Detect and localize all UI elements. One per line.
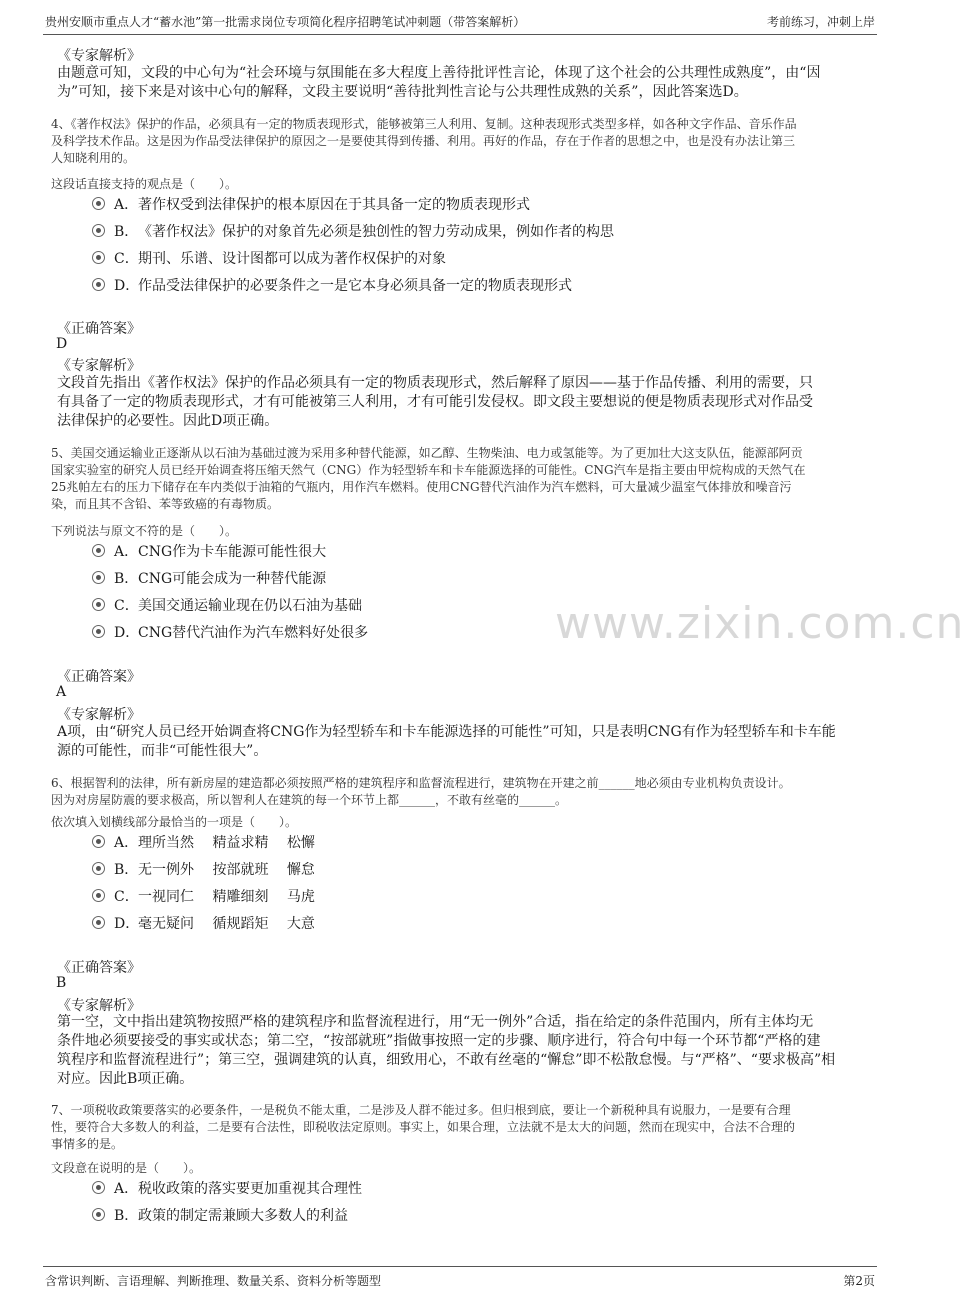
question-line: 染，而且其不含铅、苯等致癌的有毒物质。	[51, 497, 280, 511]
q4-answer: D	[56, 336, 68, 352]
q4-option-c[interactable]: C．期刊、乐谱、设计图都可以成为著作权保护的对象	[92, 249, 446, 269]
radio-icon[interactable]	[92, 544, 105, 557]
radio-icon[interactable]	[92, 224, 105, 237]
page-number: 第2页	[843, 1274, 875, 1288]
analysis-line: 由题意可知，文段的中心句为“社会环境与氛围能在多大程度上善待批评性言论，体现了这个社会的公共理性成熟度”，由“因	[57, 65, 821, 81]
radio-icon[interactable]	[92, 916, 105, 929]
page-header	[43, 10, 877, 35]
radio-icon[interactable]	[92, 598, 105, 611]
q5-answer: A	[56, 684, 67, 700]
q7-prompt: 文段意在说明的是（ ）。	[51, 1161, 202, 1175]
q5-prompt: 下列说法与原文不符的是（ ）。	[51, 524, 238, 538]
analysis-line: 第一空，文中指出建筑物按照严格的建筑程序和监督流程进行，用“无一例外”合适，指在给定的条件范围内，所有主体均无	[57, 1014, 814, 1030]
radio-icon[interactable]	[92, 625, 105, 638]
radio-icon[interactable]	[92, 1181, 105, 1194]
analysis-line: 源的可能性，而非“可能性很大”。	[57, 743, 268, 759]
question-line: 国家实验室的研究人员已经开始调查将压缩天然气（CNG）作为轻型轿车和卡车能源选择的可能性。CNG汽车是指主要由甲烷构成的天然气在	[51, 463, 806, 477]
analysis-line: 筑程序和监督流程进行”；第三空，强调建筑的认真，细致用心，不敢有丝毫的“懈怠”即不松散怠慢。与“严格”、“要求极高”相	[57, 1052, 836, 1068]
analysis-line: 对应。因此B项正确。	[57, 1071, 194, 1087]
analysis-line: 法律保护的必要性。因此D项正确。	[57, 413, 279, 429]
analysis-line: 文段首先指出《著作权法》保护的作品必须具有一定的物质表现形式，然后解释了原因——基于作品传播、利用的需要，只	[57, 375, 813, 391]
radio-icon[interactable]	[92, 1208, 105, 1221]
q5-option-b[interactable]: B．CNG可能会成为一种替代能源	[92, 569, 326, 589]
q4-correct-label: 《正确答案》	[57, 321, 141, 337]
question-line: 及科学技术作品。这是因为作品受法律保护的原因之一是要使其得到传播、利用。再好的作品，存在于作者的思想之中，也是没有办法让第三	[51, 134, 796, 148]
q7-option-a[interactable]: A．税收政策的落实要更加重视其合理性	[92, 1179, 362, 1199]
question-line: 25兆帕左右的压力下储存在车内类似于油箱的气瓶内，用作汽车燃料。使用CNG替代汽油作为汽车燃料，可大量减少温室气体排放和噪音污	[51, 480, 792, 494]
q6-text	[51, 775, 867, 809]
q3-expert-label: 《专家解析》	[57, 48, 141, 64]
page-footer	[43, 1266, 877, 1291]
analysis-line: A项，由“研究人员已经开始调查将CNG作为轻型轿车和卡车能源选择的可能性”可知，只是表明CNG有作为轻型轿车和卡车能	[57, 724, 836, 740]
q6-option-d[interactable]: D．毫无疑问 循规蹈矩 大意	[92, 914, 315, 934]
question-line: 性，要符合大多数人的利益，二是要有合法性，即税收法定原则。事实上，如果合理，立法就不是太大的问题，然而在现实中，合法不合理的	[51, 1120, 796, 1134]
header-tagline: 考前练习，冲刺上岸	[766, 15, 875, 29]
document-title: 贵州安顺市重点人才“蓄水池”第一批需求岗位专项简化程序招聘笔试冲刺题（带答案解析）	[45, 15, 526, 29]
radio-icon[interactable]	[92, 251, 105, 264]
q4-prompt: 这段话直接支持的观点是（ ）。	[51, 177, 238, 191]
q4-option-b[interactable]: B．《著作权法》保护的对象首先必须是独创性的智力劳动成果，例如作者的构思	[92, 222, 614, 242]
question-line: 4、《著作权法》保护的作品，必须具有一定的物质表现形式，能够被第三人利用、复制。这种表现形式类型多样，如各种文字作品、音乐作品	[51, 117, 797, 131]
question-line: 人知晓利用的。	[51, 151, 136, 165]
q6-option-a[interactable]: A．理所当然 精益求精 松懈	[92, 833, 315, 853]
analysis-line: 有具备了一定的物质表现形式，才有可能被第三人利用，才有可能引发侵权。即文段主要想说的便是物质表现形式对作品受	[57, 394, 813, 410]
q4-option-a[interactable]: A．著作权受到法律保护的根本原因在于其具备一定的物质表现形式	[92, 195, 530, 215]
question-line: 因为对房屋防震的要求极高，所以智利人在建筑的每一个环节上都______，不敢有丝毫的______。	[51, 793, 568, 807]
question-line: 6、根据智利的法律，所有新房屋的建造都必须按照严格的建筑程序和监督流程进行，建筑物在开建之前______地必须由专业机构负责设计。	[51, 776, 791, 790]
q6-expert-label: 《专家解析》	[57, 998, 141, 1014]
q5-option-c[interactable]: C．美国交通运输业现在仍以石油为基础	[92, 596, 362, 616]
radio-icon[interactable]	[92, 862, 105, 875]
radio-icon[interactable]	[92, 197, 105, 210]
q5-option-a[interactable]: A．CNG作为卡车能源可能性很大	[92, 542, 326, 562]
radio-icon[interactable]	[92, 278, 105, 291]
q7-text	[51, 1102, 867, 1153]
q5-option-d[interactable]: D．CNG替代汽油作为汽车燃料好处很多	[92, 623, 368, 643]
q6-option-c[interactable]: C．一视同仁 精雕细刻 马虎	[92, 887, 315, 907]
q5-correct-label: 《正确答案》	[57, 669, 141, 685]
q6-option-b[interactable]: B．无一例外 按部就班 懈怠	[92, 860, 315, 880]
q5-expert-label: 《专家解析》	[57, 707, 141, 723]
q5-text	[51, 445, 867, 513]
q4-analysis	[57, 374, 865, 431]
q6-prompt: 依次填入划横线部分最恰当的一项是（ ）。	[51, 815, 298, 829]
q4-expert-label: 《专家解析》	[57, 358, 141, 374]
watermark: www.zixin.com.cn	[555, 598, 964, 649]
q4-text	[51, 116, 867, 167]
radio-icon[interactable]	[92, 571, 105, 584]
question-line: 事情多的是。	[51, 1137, 124, 1151]
radio-icon[interactable]	[92, 889, 105, 902]
q6-analysis	[57, 1013, 865, 1089]
q7-option-b[interactable]: B．政策的制定需兼顾大多数人的利益	[92, 1206, 348, 1226]
analysis-line: 条件地必须要接受的事实或状态；第二空，“按部就班”指做事按照一定的步骤、顺序进行，符合句中每一个环节都“严格的建	[57, 1033, 821, 1049]
footer-categories: 含常识判断、言语理解、判断推理、数量关系、资料分析等题型	[45, 1274, 382, 1288]
radio-icon[interactable]	[92, 835, 105, 848]
q3-analysis	[57, 64, 865, 102]
question-line: 5、美国交通运输业正逐渐从以石油为基础过渡为采用多种替代能源，如乙醇、生物柴油、电力或氢能等。为了更加壮大这支队伍，能源部阿贡	[51, 446, 803, 460]
q6-correct-label: 《正确答案》	[57, 960, 141, 976]
analysis-line: 为”可知，接下来是对该中心句的解释，文段主要说明“善待批判性言论与公共理性成熟的关系”，因此答案选D。	[57, 84, 748, 100]
q5-analysis	[57, 723, 865, 761]
q6-answer: B	[56, 975, 67, 991]
question-line: 7、一项税收政策要落实的必要条件，一是税负不能太重，二是涉及人群不能过多。但归根到底，要让一个新税种具有说服力，一是要有合理	[51, 1103, 791, 1117]
q4-option-d[interactable]: D．作品受法律保护的必要条件之一是它本身必须具备一定的物质表现形式	[92, 276, 572, 296]
